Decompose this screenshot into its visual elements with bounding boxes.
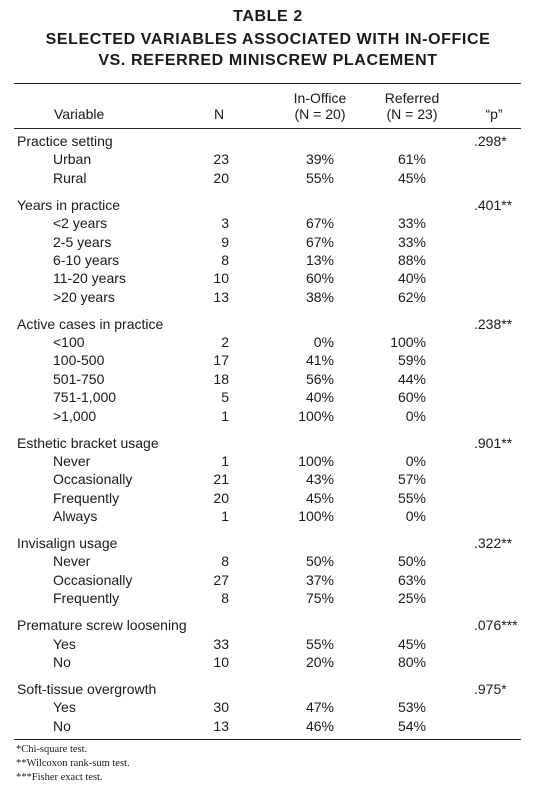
table-row (0, 288, 536, 306)
row-label: <100 (53, 334, 85, 350)
cell-inoffice: 50% (305, 553, 334, 570)
top-rule (14, 83, 521, 84)
cell-n: 8 (221, 590, 229, 607)
cell-inoffice: 43% (305, 471, 334, 488)
table-row (0, 169, 536, 187)
cell-referred: 33% (397, 215, 426, 232)
cell-inoffice: 46% (305, 717, 334, 734)
row-label: 501-750 (53, 370, 105, 387)
table-row (0, 333, 536, 351)
bottom-rule (14, 739, 521, 740)
table-row (0, 507, 536, 525)
table-row (0, 635, 536, 653)
table-row (0, 269, 536, 287)
table-group-row (0, 680, 536, 698)
table-group-row (0, 196, 536, 214)
cell-n: 10 (213, 270, 229, 287)
cell-n: 8 (221, 553, 229, 570)
table-row (0, 571, 536, 589)
table-row (0, 552, 536, 570)
table-row (0, 214, 536, 232)
group-label: Invisalign usage (17, 535, 118, 551)
p-value: .322** (474, 535, 513, 551)
header-rule (14, 128, 521, 129)
cell-n: 20 (213, 169, 229, 186)
cell-inoffice: 20% (305, 653, 334, 670)
row-label: Always (53, 508, 98, 525)
cell-referred: 45% (397, 169, 426, 186)
cell-n: 30 (213, 699, 229, 716)
cell-n: 10 (213, 653, 229, 670)
header-referred-count: (N = 23) (386, 106, 438, 122)
table-title-line-3: VS. REFERRED MINISCREW PLACEMENT (98, 52, 438, 69)
cell-n: 1 (221, 508, 229, 525)
row-label: 11-20 years (53, 270, 126, 287)
cell-referred: 53% (397, 699, 426, 716)
table-title-line-1: TABLE 2 (233, 8, 303, 25)
cell-referred: 80% (397, 653, 426, 670)
cell-n: 2 (221, 334, 229, 350)
cell-inoffice: 41% (305, 352, 334, 369)
cell-n: 8 (221, 251, 229, 268)
cell-inoffice: 100% (298, 508, 334, 525)
row-label: Rural (53, 169, 87, 186)
cell-inoffice: 40% (305, 389, 334, 406)
row-label: <2 years (53, 215, 108, 232)
cell-referred: 55% (397, 489, 426, 506)
cell-n: 18 (213, 370, 229, 387)
p-value: .238** (474, 315, 513, 332)
table-row (0, 407, 536, 425)
row-label: >20 years (53, 288, 115, 305)
cell-referred: 50% (397, 553, 426, 570)
cell-n: 27 (213, 571, 229, 588)
cell-inoffice: 45% (305, 489, 334, 506)
p-value: .076*** (474, 617, 518, 634)
row-label: Yes (53, 699, 76, 716)
cell-n: 21 (213, 471, 229, 488)
row-label: Yes (53, 635, 76, 652)
cell-referred: 61% (397, 151, 426, 168)
footnote: **Wilcoxon rank-sum test. (16, 758, 130, 769)
cell-referred: 62% (397, 288, 426, 305)
table-title-line-2: SELECTED VARIABLES ASSOCIATED WITH IN-OFFICE (45, 31, 491, 48)
cell-n: 13 (213, 288, 229, 305)
cell-inoffice: 56% (305, 370, 334, 387)
cell-n: 17 (213, 352, 229, 369)
group-label: Premature screw loosening (17, 617, 187, 634)
row-label: Frequently (53, 590, 120, 607)
row-label: >1,000 (53, 407, 97, 424)
row-label: 6-10 years (53, 251, 120, 268)
header-inoffice-count: (N = 20) (294, 106, 346, 122)
cell-inoffice: 37% (305, 571, 334, 588)
cell-referred: 44% (397, 370, 426, 387)
row-label: 751-1,000 (53, 389, 117, 406)
table-row (0, 589, 536, 607)
row-label: Never (53, 452, 91, 469)
cell-inoffice: 75% (305, 590, 334, 607)
header-referred: Referred (384, 90, 440, 106)
cell-n: 3 (221, 215, 229, 232)
table-group-row (0, 315, 536, 333)
table-row (0, 370, 536, 388)
cell-inoffice: 100% (298, 407, 334, 424)
group-label: Years in practice (17, 196, 120, 213)
cell-n: 33 (213, 635, 229, 652)
cell-inoffice: 0% (313, 334, 334, 350)
cell-inoffice: 38% (305, 288, 334, 305)
p-value: .401** (474, 196, 513, 213)
group-label: Esthetic bracket usage (17, 434, 159, 451)
table-group-row (0, 132, 536, 150)
cell-inoffice: 47% (305, 699, 334, 716)
cell-n: 1 (221, 407, 229, 424)
cell-inoffice: 13% (305, 251, 334, 268)
table-group-row (0, 534, 536, 552)
table-row (0, 351, 536, 369)
header-n: N (213, 106, 225, 122)
footnote: ***Fisher exact test. (16, 772, 103, 783)
cell-referred: 88% (397, 251, 426, 268)
cell-referred: 0% (405, 407, 426, 424)
group-label: Active cases in practice (17, 315, 164, 332)
table-row (0, 717, 536, 735)
cell-n: 1 (221, 452, 229, 469)
header-variable: Variable (54, 106, 105, 122)
table-group-row (0, 434, 536, 452)
row-label: Frequently (53, 489, 120, 506)
cell-n: 9 (221, 233, 229, 250)
row-label: No (53, 717, 71, 734)
table-row (0, 233, 536, 251)
table-row (0, 388, 536, 406)
p-value: .901** (474, 434, 513, 451)
cell-n: 13 (213, 717, 229, 734)
cell-referred: 45% (397, 635, 426, 652)
table-row (0, 150, 536, 168)
cell-inoffice: 55% (305, 169, 334, 186)
cell-referred: 40% (397, 270, 426, 287)
row-label: 2-5 years (53, 233, 112, 250)
row-label: Occasionally (53, 471, 133, 488)
cell-referred: 25% (397, 590, 426, 607)
table-row (0, 251, 536, 269)
cell-inoffice: 100% (298, 452, 334, 469)
table-row (0, 470, 536, 488)
table-row (0, 452, 536, 470)
group-label: Practice setting (17, 133, 113, 149)
cell-referred: 57% (397, 471, 426, 488)
row-label: Urban (53, 151, 92, 168)
header-inoffice: In-Office (293, 90, 347, 106)
cell-inoffice: 60% (305, 270, 334, 287)
cell-referred: 59% (397, 352, 426, 369)
cell-n: 23 (213, 151, 229, 168)
group-label: Soft-tissue overgrowth (17, 680, 157, 697)
p-value: .298* (474, 133, 507, 149)
cell-referred: 100% (390, 334, 426, 350)
row-label: 100-500 (53, 352, 105, 369)
row-label: Occasionally (53, 571, 133, 588)
cell-inoffice: 67% (305, 215, 334, 232)
table-row (0, 653, 536, 671)
table-group-row (0, 616, 536, 634)
cell-referred: 54% (397, 717, 426, 734)
p-value: .975* (474, 680, 507, 697)
cell-n: 20 (213, 489, 229, 506)
cell-n: 5 (221, 389, 229, 406)
cell-referred: 33% (397, 233, 426, 250)
cell-referred: 60% (397, 389, 426, 406)
header-p: “p” (485, 106, 503, 122)
row-label: Never (53, 553, 91, 570)
cell-inoffice: 39% (305, 151, 334, 168)
cell-inoffice: 55% (305, 635, 334, 652)
cell-referred: 0% (405, 508, 426, 525)
table-row (0, 698, 536, 716)
table-row (0, 489, 536, 507)
row-label: No (53, 653, 71, 670)
cell-inoffice: 67% (305, 233, 334, 250)
footnote: *Chi-square test. (16, 744, 88, 755)
cell-referred: 0% (405, 452, 426, 469)
cell-referred: 63% (397, 571, 426, 588)
